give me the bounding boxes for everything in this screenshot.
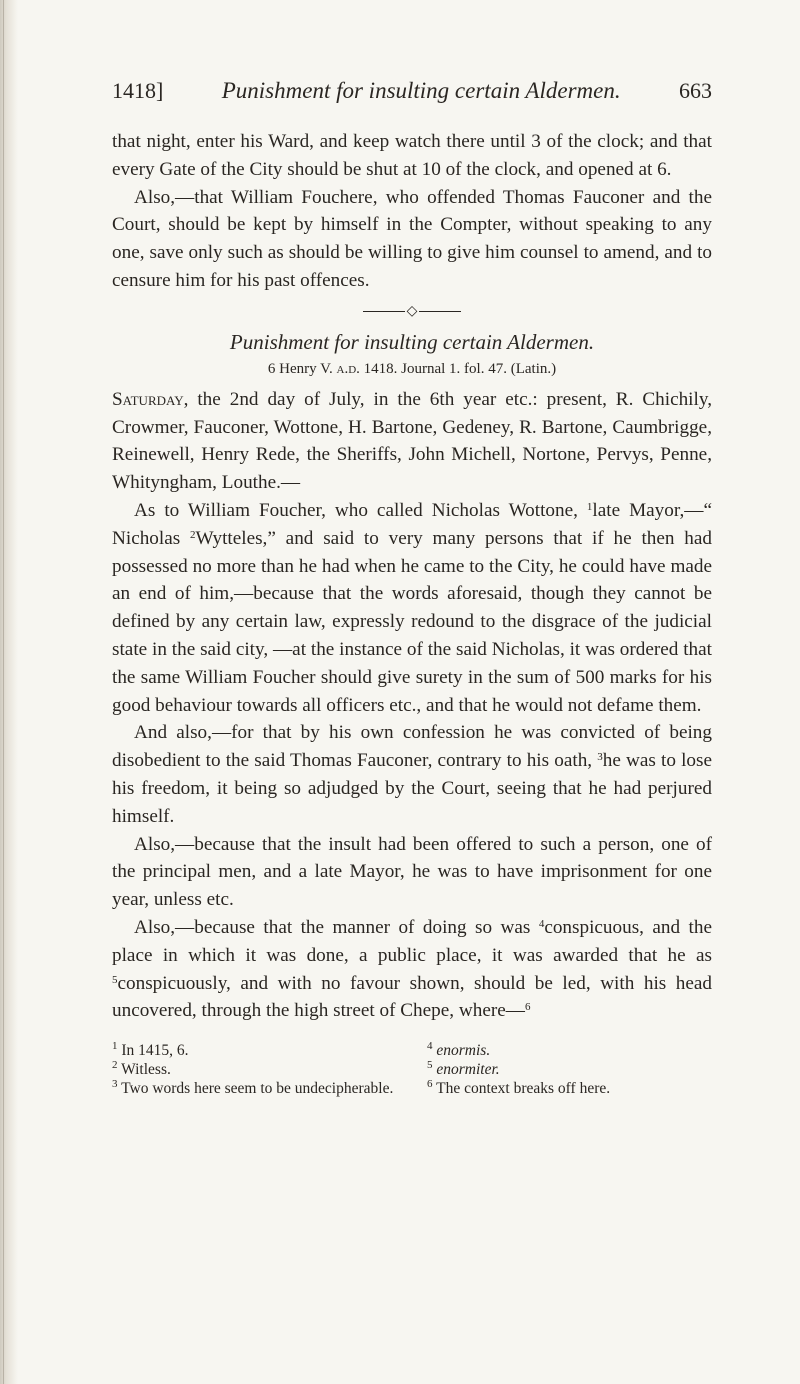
footnote: $^6$ The context breaks off here. bbox=[427, 1078, 611, 1098]
imprisonment-paragraph: Also,—because that the insult had been offered to such a person, one of the principal men, and a late Mayor, he was to have imprisonment for one year, unless etc. bbox=[112, 833, 712, 911]
divider-rule-left bbox=[363, 311, 405, 312]
header-title: Punishment for insulting certain Aldermen. bbox=[221, 78, 621, 103]
chepe-paragraph: Also,—because that the manner of doing so was $^4$conspicuous, and the place in which it was done, a public place, it was awarded that he as $^5$conspicuously, and with no favour shown, should be led, with his head uncovered, through the high street of Chepe, where—$^6$ bbox=[112, 916, 712, 1022]
fouchere-paragraph: Also,—that William Fouchere, who offended Thomas Fauconer and the Court, should be kept by himself in the Compter, without speaking to any one, save only such as should be willing to give him counsel to amend, and to censure him for his past offences. bbox=[112, 186, 712, 291]
header-year: 1418] bbox=[112, 78, 164, 103]
footnote-ref-1: 1 bbox=[586, 500, 593, 513]
section-title: Punishment for insulting certain Aldermen. bbox=[229, 329, 595, 354]
footnotes-left bbox=[112, 1041, 397, 1098]
footnote: $^3$ Two words here seem to be undecipherable. bbox=[112, 1078, 394, 1098]
footnote: $^2$ Witless. bbox=[112, 1059, 171, 1079]
footnote: $^1$ In 1415, 6. bbox=[112, 1040, 189, 1060]
saturday-word: Saturday bbox=[112, 388, 184, 410]
foucher-paragraph: As to William Foucher, who called Nicholas Wottone, $^1$late Mayor,—“ Nicholas $^2$Wytteles,” and said to very many persons that if he then had possessed no more than he had when he came to the City, he could have made an end of him,—because that the words aforesaid, though they cannot be defined by any certain law, expressly redound to the disgrace of the judicial state in the said city, —at the instance of the said Nicholas, it was ordered that the same William Foucher should give surety in the sum of 500 marks for his good behaviour towards all officers etc., and that he would not defame them. bbox=[112, 499, 712, 716]
page-binding-edge bbox=[0, 0, 18, 1384]
page-content bbox=[112, 78, 712, 1098]
opening-paragraph: that night, enter his Ward, and keep watch there until 3 of the clock; and that every Gate of the City should be shut at 10 of the clock, and opened at 6. bbox=[112, 131, 712, 180]
section-divider bbox=[112, 303, 712, 320]
footnote: $^4$ enormis. bbox=[427, 1040, 491, 1060]
footnote-ref-6: 6 bbox=[524, 1001, 531, 1014]
running-header bbox=[112, 78, 712, 104]
disobedience-paragraph: And also,—for that by his own confession he was convicted of being disobedient to the said Thomas Fauconer, contrary to his oath, $^3$he was to lose his freedom, it being so adjudged by the Court, seeing that he had perjured himself. bbox=[112, 722, 712, 827]
page-number: 663 bbox=[679, 78, 712, 103]
footnotes-right bbox=[427, 1041, 712, 1098]
footnote-ref-2: 2 bbox=[190, 528, 196, 541]
footnote-ref-3: 3 bbox=[597, 751, 603, 764]
diamond-ornament-icon: ◇ bbox=[406, 303, 418, 319]
saturday-paragraph: Saturday, the 2nd day of July, in the 6th year etc.: present, R. Chichily, Crowmer, Fauconer, Wottone, H. Bartone, Gedeney, R. Bartone, Caumbrigge, Reinewell, Henry Rede, the Sheriffs, John Michell, Nortone, Pervys, Penne, Whityngham, Louthe.— bbox=[112, 388, 712, 494]
section-reference: 6 Henry V. a.d. 1418. Journal 1. fol. 47. (Latin.) bbox=[267, 360, 557, 377]
divider-rule-right bbox=[419, 311, 461, 312]
footnote-ref-4: 4 bbox=[538, 917, 545, 930]
footnotes bbox=[112, 1041, 712, 1098]
footnote: $^5$ enormiter. bbox=[427, 1059, 500, 1079]
footnote-ref-5: 5 bbox=[112, 973, 118, 986]
